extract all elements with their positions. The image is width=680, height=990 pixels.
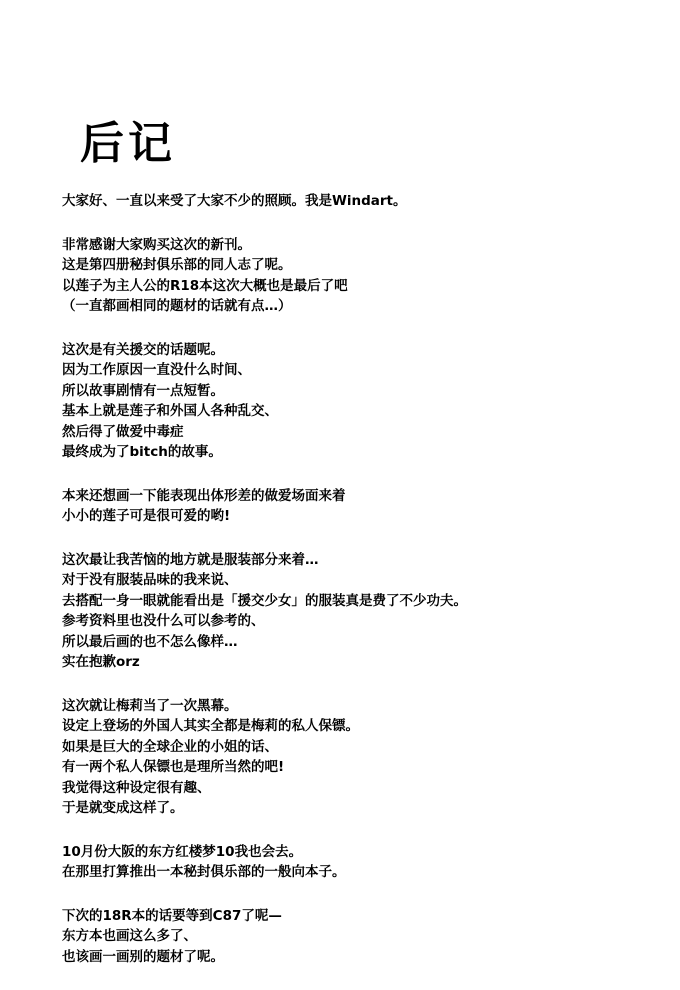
text-line: 于是就变成这样了。 bbox=[62, 800, 184, 816]
text-line: 设定上登场的外国人其实全都是梅莉的私人保镖。 bbox=[62, 718, 359, 734]
text-line: 本来还想画一下能表现出体形差的做爱场面来着 bbox=[62, 487, 346, 504]
text-line: 10月份大阪的东方红楼梦10我也会去。 bbox=[62, 843, 303, 860]
text-line: 去搭配一身一眼就能看出是「援交少女」的服装真是费了不少功夫。 bbox=[62, 592, 467, 609]
text-line: 我觉得这种设定很有趣、 bbox=[62, 779, 211, 796]
text-line: 东方本也画这么多了、 bbox=[62, 928, 197, 944]
text-line: 以莲子为主人公的R18本这次大概也是最后了吧 bbox=[62, 277, 348, 294]
afterword-body bbox=[62, 191, 662, 990]
text-line: 如果是巨大的全球企业的小姐的话、 bbox=[62, 738, 278, 755]
text-line: 大家好、一直以来受了大家不少的照顾。我是Windart。 bbox=[62, 193, 407, 209]
text-line: 下次的18R本的话要等到C87了呢— bbox=[62, 907, 282, 924]
text-line: 参考资料里也没什么可以参考的、 bbox=[62, 613, 265, 629]
text-line: 这次就让梅莉当了一次黑幕。 bbox=[62, 697, 238, 714]
text-line: 这次是有关援交的话题呢。 bbox=[62, 341, 224, 358]
page-title: 后记 bbox=[80, 118, 176, 169]
text-line: 最终成为了bitch的故事。 bbox=[62, 444, 222, 460]
paragraph-next bbox=[62, 906, 662, 968]
text-line: 小小的莲子可是很可爱的哟! bbox=[62, 508, 231, 524]
text-line: 基本上就是莲子和外国人各种乱交、 bbox=[62, 403, 278, 419]
text-line: 非常感谢大家购买这次的新刊。 bbox=[62, 236, 251, 253]
paragraph-greeting bbox=[62, 191, 662, 212]
text-line: 这是第四册秘封俱乐部的同人志了呢。 bbox=[62, 257, 292, 273]
text-line: 有一两个私人保镖也是理所当然的吧! bbox=[62, 759, 285, 775]
text-line: 实在抱歉orz bbox=[62, 654, 140, 670]
text-line: 所以最后画的也不怎么像样… bbox=[62, 633, 238, 650]
text-line: 在那里打算推出一本秘封俱乐部的一般向本子。 bbox=[62, 864, 346, 880]
paragraph-merry bbox=[62, 696, 662, 819]
paragraph-event bbox=[62, 842, 662, 883]
text-line: 然后得了做爱中毒症 bbox=[62, 423, 184, 440]
text-line: 所以故事剧情有一点短暂。 bbox=[62, 382, 224, 399]
paragraph-thanks bbox=[62, 235, 662, 317]
paragraph-story bbox=[62, 340, 662, 463]
text-line: （一直都画相同的题材的话就有点…） bbox=[62, 298, 292, 314]
text-line: 这次最让我苦恼的地方就是服装部分来着… bbox=[62, 551, 319, 568]
text-line: 也该画一画别的题材了呢。 bbox=[62, 948, 224, 965]
paragraph-costume bbox=[62, 550, 662, 673]
paragraph-size-difference bbox=[62, 486, 662, 527]
text-line: 因为工作原因一直没什么时间、 bbox=[62, 362, 251, 378]
text-line: 对于没有服装品味的我来说、 bbox=[62, 572, 238, 588]
